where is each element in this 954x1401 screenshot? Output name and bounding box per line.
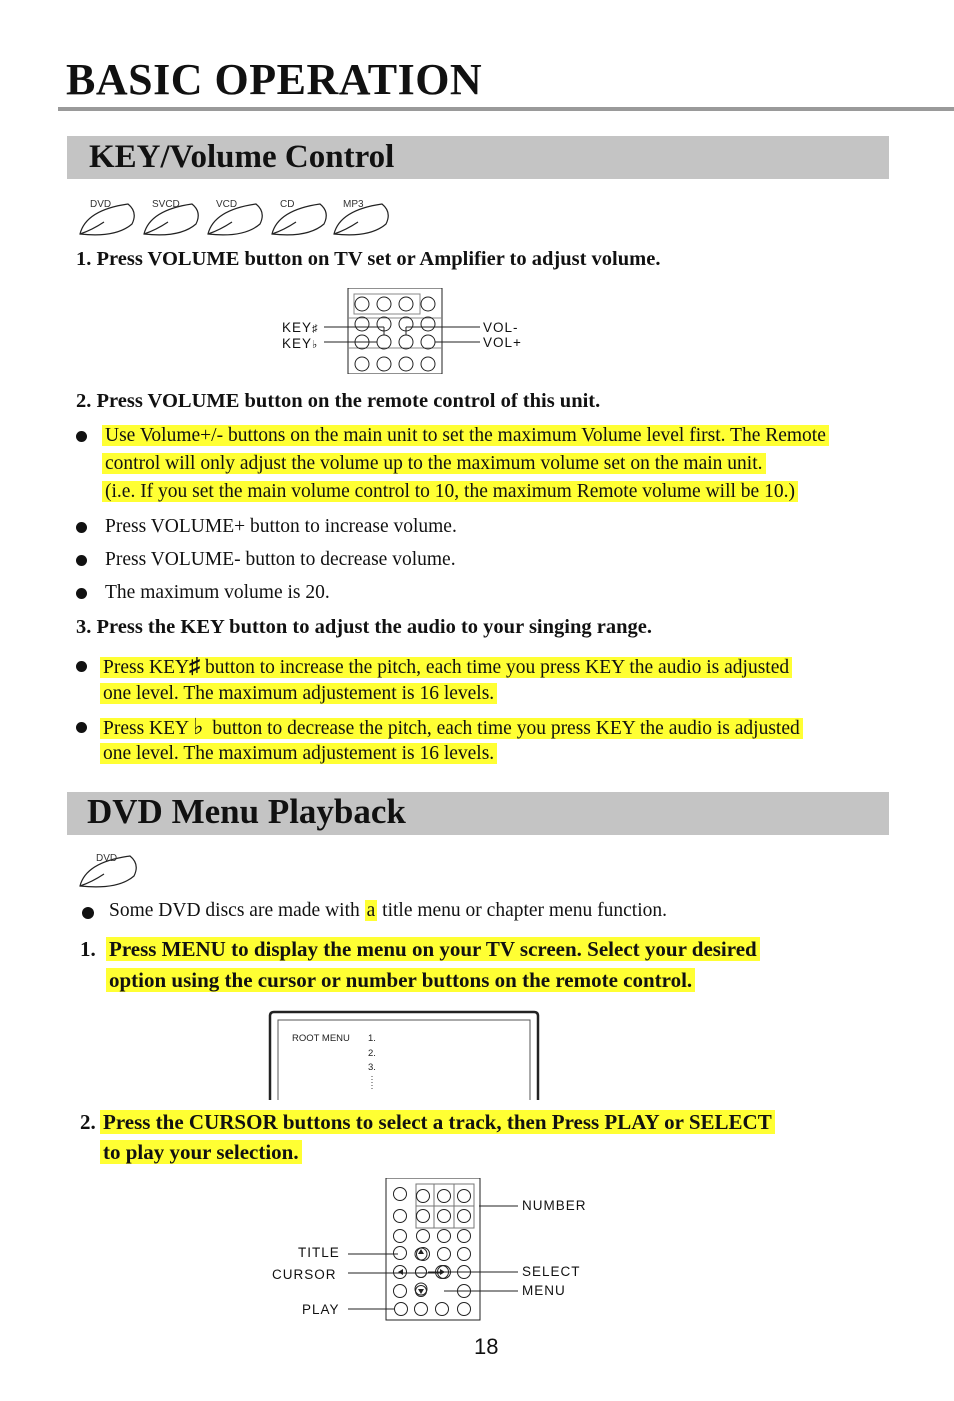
key-sharp-pre: Press KEY <box>103 657 190 678</box>
bullet-volume-plus: Press VOLUME+ button to increase volume. <box>105 516 457 537</box>
tv-menu-screen <box>268 1010 540 1100</box>
step-1-volume-tv: 1. Press VOLUME button on TV set or Amplifier to adjust volume. <box>76 248 661 270</box>
flat-symbol-inline: ♭ <box>193 714 204 739</box>
key-flat-pre: Press KEY <box>103 718 190 739</box>
dvd-step-2-line-1-text: Press the CURSOR buttons to select a track, then Press PLAY or SELECT <box>100 1110 775 1134</box>
remote-diagram-dvd-menu <box>268 1178 608 1322</box>
disc-label-dvd: DVD <box>90 199 112 210</box>
menu-item-3: 3. <box>368 1062 376 1073</box>
dvd-step-1-line-1 <box>106 939 760 960</box>
intro-post: title menu or chapter menu function. <box>377 900 667 921</box>
dvd-step-2-num: 2. <box>80 1110 96 1134</box>
disc-label-vcd: VCD <box>216 199 238 210</box>
label-key-flat <box>282 336 318 351</box>
arrow-left-icon <box>398 1269 403 1275</box>
remote-diagram-key-volume <box>280 288 540 374</box>
note-line-1-text: Use Volume+/- buttons on the main unit to set the maximum Volume level first. The Remote <box>102 425 829 446</box>
label-play: PLAY <box>302 1302 340 1317</box>
disc-type-icons <box>76 196 396 242</box>
section-heading-dvd-menu: DVD Menu Playback <box>87 792 406 831</box>
tv-screen-frame <box>268 1010 540 1100</box>
intro-text <box>109 901 667 921</box>
note-line-1 <box>102 426 829 446</box>
bullet-volume-minus: Press VOLUME- button to decrease volume. <box>105 549 456 570</box>
label-key-flat-text: KEY <box>282 336 313 351</box>
dvd-step-1-num: 1. <box>80 937 96 961</box>
bullet-max-volume: The maximum volume is 20. <box>105 582 330 603</box>
dvd-step-2-line-2 <box>100 1142 302 1163</box>
label-key-sharp <box>282 320 319 335</box>
menu-item-2: 2. <box>368 1048 376 1059</box>
dvd-step-2-line-2-text: to play your selection. <box>100 1140 302 1164</box>
key-sharp-line-2 <box>100 684 497 704</box>
key-sharp-line-1 <box>100 655 792 678</box>
section-heading-key-volume: KEY/Volume Control <box>89 139 395 175</box>
arrow-down-icon <box>418 1289 424 1294</box>
bullet <box>76 661 87 672</box>
label-select: SELECT <box>522 1264 581 1279</box>
step-3-key: 3. Press the KEY button to adjust the audio to your singing range. <box>76 616 652 638</box>
label-vol-plus: VOL+ <box>483 335 522 350</box>
disc-label-mp3: MP3 <box>343 199 364 210</box>
key-flat-line-1 <box>100 716 803 739</box>
bullet <box>76 522 87 533</box>
intro-highlight: a <box>366 900 376 921</box>
title-rule <box>58 107 954 111</box>
key-flat-line-2-text: one level. The maximum adjustement is 16 levels. <box>100 743 497 764</box>
bullet <box>82 907 94 919</box>
section-bar-key-volume <box>67 136 889 179</box>
key-flat-line-2 <box>100 744 497 764</box>
dvd-step-1-line-1-text: Press MENU to display the menu on your TV screen. Select your desired <box>106 937 760 961</box>
note-line-3-text: (i.e. If you set the main volume control to 10, the maximum Remote volume will be 10.) <box>102 481 798 502</box>
label-vol-minus: VOL- <box>483 320 519 335</box>
page-number: 18 <box>474 1334 499 1359</box>
section-bar-dvd-menu <box>67 792 889 835</box>
bullet <box>76 431 87 442</box>
sharp-symbol-inline: ♯ <box>189 653 201 678</box>
dvd-step-2-line-1 <box>100 1112 775 1133</box>
label-menu: MENU <box>522 1283 566 1298</box>
sharp-symbol: ♯ <box>312 323 319 335</box>
label-cursor: CURSOR <box>272 1267 337 1282</box>
bullet <box>76 588 87 599</box>
flat-symbol: ♭ <box>312 339 319 351</box>
note-line-2 <box>102 454 766 474</box>
intro-pre: Some DVD discs are made with <box>109 900 365 921</box>
key-sharp-line-2-text: one level. The maximum adjustement is 16 levels. <box>100 683 497 704</box>
key-flat-post: button to decrease the pitch, each time you press KEY the audio is adjusted <box>207 718 800 739</box>
bullet <box>76 722 87 733</box>
key-sharp-post: button to increase the pitch, each time you press KEY the audio is adjusted <box>200 657 790 678</box>
dvd-step-1-line-2 <box>106 970 695 991</box>
arrow-right-icon <box>440 1269 445 1275</box>
root-menu-label: ROOT MENU <box>292 1033 350 1044</box>
note-line-3 <box>102 482 798 502</box>
label-number: NUMBER <box>522 1198 587 1213</box>
bullet <box>76 555 87 566</box>
label-key-sharp-text: KEY <box>282 320 313 335</box>
menu-item-1: 1. <box>368 1033 376 1044</box>
note-line-2-text: control will only adjust the volume up to the maximum volume set on the main unit. <box>102 453 766 474</box>
step-2-volume-remote: 2. Press VOLUME button on the remote control of this unit. <box>76 390 601 412</box>
label-title: TITLE <box>298 1245 340 1260</box>
dvd-step-1-line-2-text: option using the cursor or number buttons on the remote control. <box>106 968 695 992</box>
page-title: BASIC OPERATION <box>66 55 483 104</box>
arrow-up-icon <box>418 1249 424 1254</box>
disc-label-svcd: SVCD <box>152 199 180 210</box>
disc-label-cd: CD <box>280 199 295 210</box>
disc-label-dvd-2: DVD <box>96 853 118 864</box>
disc-type-icon-dvd <box>76 850 146 890</box>
